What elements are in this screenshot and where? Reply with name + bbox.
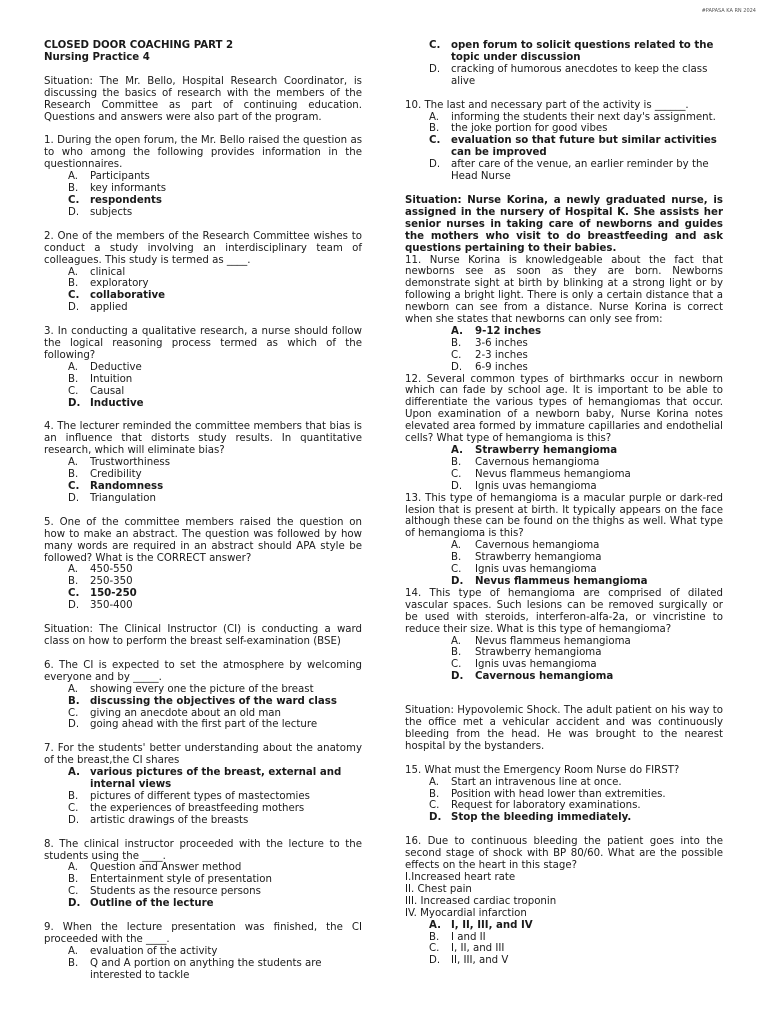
option: D. going ahead with the first part of the lecture [68, 719, 318, 731]
q16-options [405, 920, 723, 968]
option: B. Cavernous hemangioma [451, 456, 600, 468]
question-13: 13. This type of hemangioma is a macular purple or dark-red lesion that is present at birth. It typically appears on the face although these can be found on the thighs as well. What type of hemangioma is this? [405, 492, 723, 540]
option-correct: C. evaluation so that future but similar activities can be improved [429, 135, 717, 159]
q15-options [405, 777, 723, 825]
option-correct: B. discussing the objectives of the ward class [68, 695, 337, 707]
option: A. Nevus flammeus hemangioma [451, 635, 631, 647]
option-correct: C. 150-250 [68, 588, 137, 600]
q2-options [44, 267, 362, 315]
watermark-stamp: #PAPASA KA RN 2024 [701, 8, 756, 14]
option: A. Start an intravenous line at once. [429, 776, 622, 788]
statement-item: I.Increased heart rate [405, 872, 516, 883]
option: C. Causal [68, 385, 125, 397]
question-2: 2. One of the members of the Research Committee wishes to conduct a study involving an interdisciplinary team of colleagues. This study is termed as ____. [44, 230, 362, 266]
statement-item: III. Increased cardiac troponin [405, 895, 557, 907]
statement-item: IV. Myocardial infarction [405, 907, 527, 919]
option: C. giving an anecdote about an old man [68, 707, 281, 719]
option: B. Entertainment style of presentation [68, 874, 272, 886]
option-correct: A. I, II, III, and IV [429, 919, 533, 931]
option-correct: D. Cavernous hemangioma [451, 671, 614, 683]
option: D. after care of the venue, an earlier reminder by the Head Nurse [429, 159, 709, 183]
option-correct: C. respondents [68, 194, 162, 206]
option: A. 450-550 [68, 564, 133, 576]
option: B. pictures of different types of mastectomies [68, 790, 310, 802]
option: B. Position with head lower than extremities. [429, 788, 666, 800]
option: D. cracking of humorous anecdotes to keep the class alive [429, 63, 708, 87]
q3-options [44, 362, 362, 410]
question-3: 3. In conducting a qualitative research, a nurse should follow the logical reasoning process termed as which of the following? [44, 326, 362, 361]
option: B. exploratory [68, 278, 149, 290]
option: B. Credibility [68, 469, 142, 481]
q12-options [405, 445, 723, 493]
option-correct: D. Inductive [68, 397, 144, 409]
q11-options [405, 326, 723, 374]
option: A. evaluation of the activity [68, 945, 218, 957]
document-title: CLOSED DOOR COACHING PART 2 [44, 40, 234, 51]
option-correct: A. Strawberry hemangioma [451, 445, 618, 456]
option: C. Ignis uvas hemangioma [451, 659, 597, 671]
question-12: 12. Several common types of birthmarks occur in newborn which can fade by school age. It is important to be able to differentiate the various types of hemangiomas that occur. Upon examination of a newborn baby, Nurse Korina notes elevated area formed by immature capillaries and endothelial cells? What type of hemangioma is this? [405, 373, 723, 445]
option: D. Ignis uvas hemangioma [451, 480, 597, 492]
option: A. showing every one the picture of the breast [68, 683, 314, 695]
option: D. applied [68, 302, 128, 314]
option: D. 6-9 inches [451, 361, 528, 373]
option: B. Strawberry hemangioma [451, 552, 602, 564]
option: B. Intuition [68, 373, 133, 385]
q10-options [405, 112, 723, 183]
option: A. clinical [68, 266, 126, 278]
option: D. Triangulation [68, 492, 156, 504]
question-14: 14. This type of hemangioma are comprised of dilated vascular spaces. Such lesions can be removed surgically or be used with steroids, interferon-alfa-2a, or vincristine to reduce their size. What is this type of hemangioma? [405, 587, 723, 635]
option: A. Trustworthiness [68, 457, 171, 469]
situation-paragraph: Situation: Nurse Korina, a newly graduated nurse, is assigned in the nursery of Hospital K. She assists her senior nurses in taking care of newborns and guides the mothers who visit to do breastfeeding and ask questions pertaining to their babies. [405, 194, 723, 254]
option: C. Students as the resource persons [68, 886, 261, 898]
question-4: 4. The lecturer reminded the committee members that bias is an influence that distorts study results. In quantitative research, which will eliminate bias? [44, 421, 362, 457]
q5-options [44, 564, 362, 612]
option-correct: C. collaborative [68, 290, 165, 302]
question-16: 16. Due to continuous bleeding the patient goes into the second stage of shock with BP 80/60. What are the possible effects on the heart in this stage? [405, 836, 723, 872]
question-9: 9. When the lecture presentation was finished, the CI proceeded with the ____. [44, 922, 362, 945]
q16-statement-list [405, 872, 723, 920]
option: D. subjects [68, 206, 133, 218]
option: D. artistic drawings of the breasts [68, 814, 249, 826]
q13-options [405, 540, 723, 588]
q14-options [405, 636, 723, 684]
option-correct: D. Nevus flammeus hemangioma [451, 575, 648, 587]
option: C. the experiences of breastfeeding mothers [68, 802, 305, 814]
option-correct: A. various pictures of the breast, external and internal views [68, 767, 342, 791]
question-8: 8. The clinical instructor proceeded with the lecture to the students using the ____. [44, 838, 362, 862]
option: C. Nevus flammeus hemangioma [451, 468, 631, 480]
situation-paragraph: Situation: The Clinical Instructor (CI) is conducting a ward class on how to perform the breast self-examination (BSE) [44, 624, 362, 647]
q4-options [44, 457, 362, 505]
question-10: 10. The last and necessary part of the activity is ______. [405, 99, 689, 111]
option: C. Request for laboratory examinations. [429, 800, 641, 812]
q6-options [44, 684, 362, 732]
option-correct: C. open forum to solicit questions related to the topic under discussion [429, 40, 714, 63]
option: C. I, II, and III [429, 943, 505, 955]
option-correct: A. 9-12 inches [451, 325, 542, 337]
option: B. Q and A portion on anything the students are interested to tackle [68, 957, 322, 981]
question-6: 6. The CI is expected to set the atmosphere by welcoming everyone and by _____. [44, 659, 362, 683]
option: A. Deductive [68, 361, 142, 373]
option: B. 3-6 inches [451, 337, 528, 349]
option: A. Question and Answer method [68, 862, 242, 874]
question-5: 5. One of the committee members raised the question on how to make an abstract. The question was followed by how many words are required in an abstract should APA style be followed? What is the CORRECT answer? [44, 516, 362, 564]
q1-options [44, 171, 362, 219]
right-column [405, 40, 723, 967]
q9-options-continued [405, 40, 723, 88]
q7-options [44, 767, 362, 827]
option: A. Cavernous hemangioma [451, 540, 600, 552]
left-column [44, 40, 362, 982]
q8-options [44, 862, 362, 910]
option-correct: D. Stop the bleeding immediately. [429, 812, 632, 824]
option: B. I and II [429, 931, 486, 943]
option: D. 350-400 [68, 600, 133, 612]
option-correct: C. Randomness [68, 481, 164, 492]
question-7: 7. For the students' better understanding about the anatomy of the breast,the CI shares [44, 743, 362, 767]
option: B. 250-350 [68, 576, 133, 588]
statement-item: II. Chest pain [405, 883, 472, 895]
situation-paragraph: Situation: Hypovolemic Shock. The adult patient on his way to the office met a vehicular accident and was continuously bleeding from the head. He was brought to the nearest hospital by the bystanders. [405, 705, 723, 752]
option: B. key informants [68, 183, 167, 195]
option: B. the joke portion for good vibes [429, 123, 608, 135]
question-11: 11. Nurse Korina is knowledgeable about the fact that newborns see as soon as they are born. Newborns demonstrate sight at birth by blinking at a strong light or by following a bright light. There is only a certain distance that a newborn can see from a distance. Nurse Korina is correct when she states that newborns can only see from: [405, 254, 723, 326]
option: A. informing the students their next day's assignment. [429, 111, 716, 123]
option: A. Participants [68, 171, 150, 183]
q9-options [44, 946, 362, 982]
option-correct: D. Outline of the lecture [68, 898, 214, 910]
document-subtitle: Nursing Practice 4 [44, 51, 150, 63]
option: B. Strawberry hemangioma [451, 647, 602, 659]
question-15: 15. What must the Emergency Room Nurse do FIRST? [405, 764, 680, 776]
option: C. Ignis uvas hemangioma [451, 564, 597, 576]
situation-paragraph: Situation: The Mr. Bello, Hospital Research Coordinator, is discussing the basics of research with the members of the Research Committee as part of continuing education. Questions and answers were also part of the program. [44, 75, 362, 123]
option: C. 2-3 inches [451, 349, 528, 361]
option: D. II, III, and V [429, 955, 509, 967]
question-1: 1. During the open forum, the Mr. Bello raised the question as to who among the following provides information in the questionnaires. [44, 135, 362, 171]
